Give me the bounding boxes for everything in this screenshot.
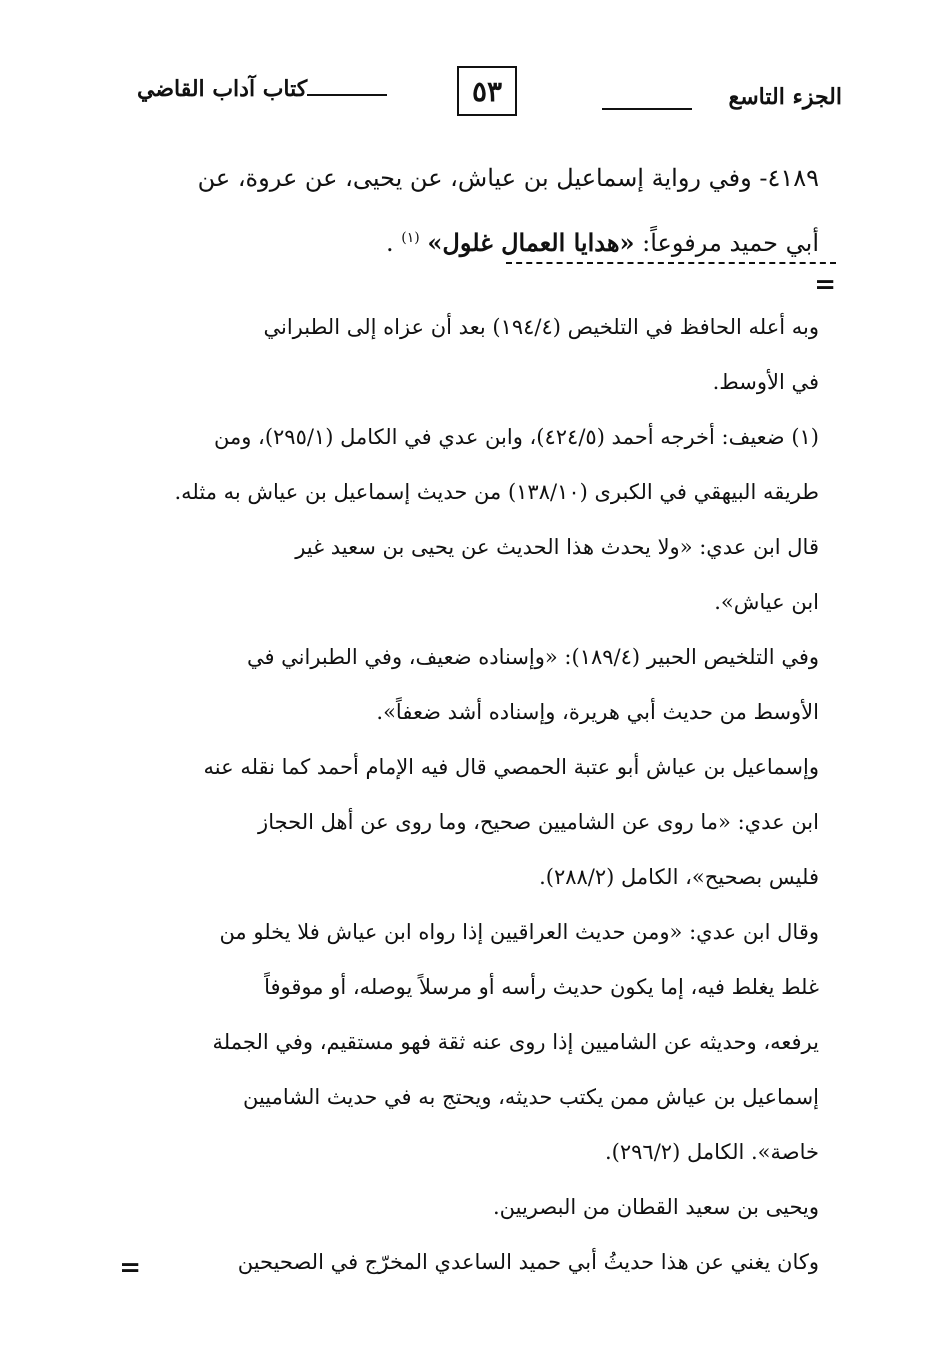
footnote-continued-line: في الأوسط. xyxy=(712,370,819,394)
footnote-line: غلط يغلط فيه، إما يكون حديث رأسه أو مرسلاً يوصله، أو موقوفاً xyxy=(264,975,819,999)
footnote-line: وفي التلخيص الحبير (١٨٩/٤): «وإسناده ضعيف، وفي الطبراني في xyxy=(246,645,819,669)
header-rule-left xyxy=(307,94,387,96)
footnote-reference: (١) xyxy=(401,230,420,246)
hadith-quote: «هدايا العمال غلول» xyxy=(427,228,635,257)
footnote-line: وقال ابن عدي: «ومن حديث العراقيين إذا رواه ابن عياش فلا يخلو من xyxy=(219,920,819,944)
footnote-separator xyxy=(506,262,836,264)
footnote-line: إسماعيل بن عياش ممن يكتب حديثه، ويحتج به في حديث الشاميين xyxy=(242,1085,819,1109)
footnote-line: خاصة». الكامل (٢٩٦/٢). xyxy=(605,1140,819,1164)
footnote-continued-line: وبه أعله الحافظ في التلخيص (١٩٤/٤) بعد أن عزاه إلى الطبراني xyxy=(263,315,819,339)
hadith-end-punct: . xyxy=(385,229,394,257)
header-book-title: كتاب آداب القاضي xyxy=(137,76,308,102)
main-text xyxy=(159,148,819,273)
footnote-line: وكان يغني عن هذا حديثُ أبي حميد الساعدي المخرّج في الصحيحين xyxy=(237,1250,819,1274)
footnote-line: وإسماعيل بن عياش أبو عتبة الحمصي قال فيه الإمام أحمد كما نقله عنه xyxy=(203,755,819,779)
hadith-line-1: ٤١٨٩- وفي رواية إسماعيل بن عياش، عن يحيى، عن عروة، عن xyxy=(197,164,819,192)
footnote-line: ويحيى بن سعيد القطان من البصريين. xyxy=(492,1195,819,1219)
footnote-line: (١) ضعيف: أخرجه أحمد (٤٢٤/٥)، وابن عدي في الكامل (٢٩٥/١)، ومن xyxy=(213,425,819,449)
page-number-text: ٥٣ xyxy=(471,74,503,108)
footnote-line: طريقه البيهقي في الكبرى (١٣٨/١٠) من حديث إسماعيل بن عياش به مثله. xyxy=(174,480,819,504)
footnotes xyxy=(129,300,819,1290)
continuation-mark-bottom: = xyxy=(119,1253,141,1283)
footnote-line: ابن عدي: «ما روى عن الشاميين صحيح، وما روى عن أهل الحجاز xyxy=(258,810,819,834)
header-rule-right xyxy=(602,108,692,110)
continuation-mark-top: = xyxy=(814,270,836,300)
footnote-line: فليس بصحيح»، الكامل (٢٨٨/٢). xyxy=(539,865,819,889)
footnote-line: الأوسط من حديث أبي هريرة، وإسناده أشد ضعفاً». xyxy=(376,700,819,724)
footnote-line: ابن عياش». xyxy=(714,590,819,614)
page-number xyxy=(457,66,517,116)
footnote-line: قال ابن عدي: «ولا يحدث هذا الحديث عن يحيى بن سعيد غير xyxy=(295,535,819,559)
running-header xyxy=(112,62,842,122)
hadith-narrator: أبي حميد مرفوعاً: xyxy=(634,229,819,257)
header-part-title: الجزء التاسع xyxy=(728,84,842,110)
footnote-line: يرفعه، وحديثه عن الشاميين إذا روى عنه ثقة فهو مستقيم، وفي الجملة xyxy=(212,1030,819,1054)
